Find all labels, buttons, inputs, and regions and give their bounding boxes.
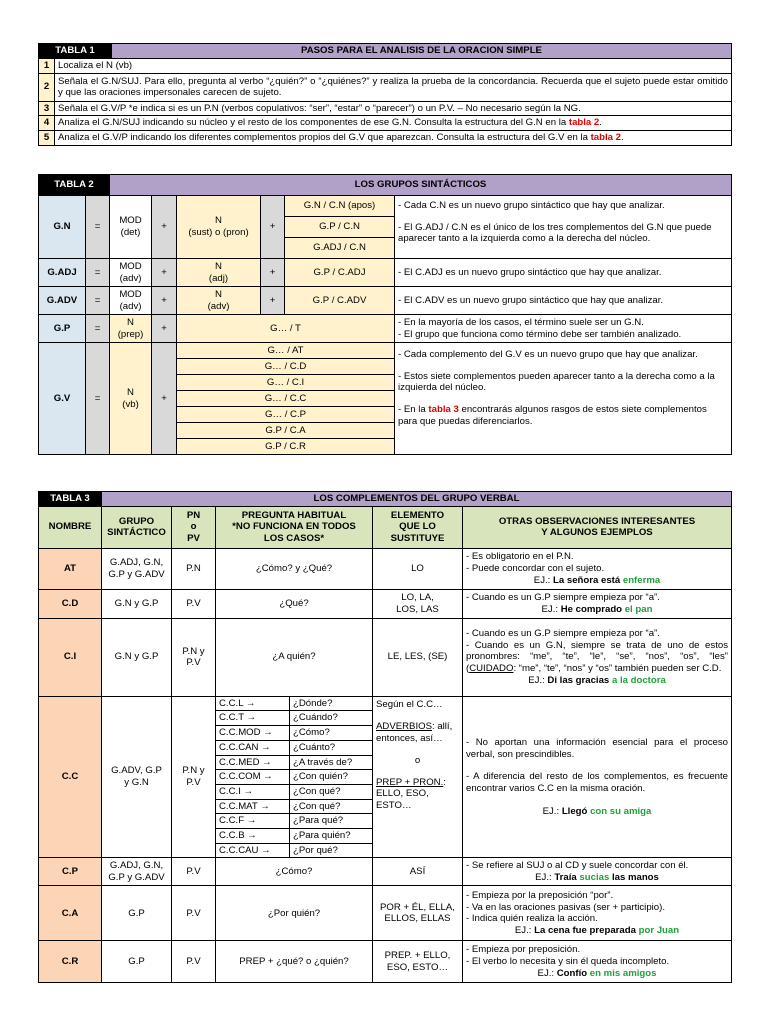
row-pn: P.N y P.V [172, 696, 216, 858]
obs-line: - Empieza por preposición. [466, 944, 581, 956]
cc-type: C.C.CAN → [216, 740, 290, 755]
tabla-1-steps [38, 58, 732, 146]
obs-warning: CUIDADO [469, 663, 514, 675]
header-grupo: GRUPO SINTÁCTICO [102, 506, 172, 548]
cc-question: ¿Dónde? [290, 696, 373, 711]
example [466, 675, 728, 687]
example-text: Traía [554, 871, 580, 883]
equals-sign: = [86, 315, 110, 343]
gn-comp: G.ADJ / C.N [285, 238, 395, 259]
row-pregunta: ¿Qué? [216, 589, 373, 618]
gv-note: - Estos siete complementos pueden aparecer tanto a la derecha como a la izquierda del núcleo. [398, 370, 715, 394]
row-name: C.A [39, 886, 102, 941]
plus-sign: + [152, 287, 177, 315]
tabla-1-title: PASOS PARA EL ANALISIS DE LA ORACION SIMPLE [112, 44, 732, 59]
row-pn: P.V [172, 886, 216, 941]
gadv-name: G.ADV [39, 287, 86, 315]
step-text-a: Analiza el G.N/SUJ indicando su núcleo y el resto de los componentes de ese G.N. Consulta la estructura del G.N en la [58, 117, 569, 129]
example-text: He comprado [560, 603, 625, 615]
table-row [39, 618, 732, 696]
row-pregunta: ¿Cómo? [216, 858, 373, 886]
gn-comp: G.N / C.N (apos) [285, 196, 395, 217]
row-pn: P.N y P.V [172, 618, 216, 696]
plus-sign: + [261, 287, 285, 315]
step-text-b: . [599, 117, 602, 129]
elem-text: : ELLO, ESO, ESTO… [376, 776, 446, 811]
gv-comp: G… / C.P [177, 407, 395, 423]
gv-note [398, 404, 728, 427]
plus-sign: + [152, 343, 177, 455]
table-row [39, 886, 732, 941]
cc-question: ¿Cuándo? [290, 711, 373, 726]
cc-type: C.C.T → [216, 711, 290, 726]
tabla-2 [38, 174, 732, 455]
obs-line: - Va en las oraciones pasivas (ser + participio). [466, 901, 665, 913]
cc-type: C.C.B → [216, 829, 290, 844]
cc-question: ¿Con qué? [290, 784, 373, 799]
plus-sign: + [152, 315, 177, 343]
row-name: AT [39, 548, 102, 589]
row-pregunta: PREP + ¿qué? o ¿quién? [216, 941, 373, 983]
row-obs [463, 886, 732, 941]
gp-note: - En la mayoría de los casos, el término suele ser un G.N. [398, 316, 644, 328]
gadv-comp: G.P / C.ADV [285, 287, 395, 315]
header-elemento: ELEMENTO QUE LO SUSTITUYE [373, 506, 463, 548]
elem-prep-pron: PREP + PRON. [376, 776, 444, 788]
example [466, 968, 728, 980]
cc-type: C.C.MAT → [216, 799, 290, 814]
obs-line: - Cuando es un G.P siempre empieza por “a”. [466, 627, 660, 639]
header-otras: OTRAS OBSERVACIONES INTERESANTES Y ALGUNOS EJEMPLOS [463, 506, 732, 548]
step-number: 4 [39, 116, 55, 131]
row-obs [463, 548, 732, 589]
row-elemento: PREP. + ELLO, ESO, ESTO… [373, 941, 463, 983]
table-row [39, 589, 732, 618]
table-row [39, 941, 732, 983]
obs-text: : “me”, “te”, “nos” y “os” también pueden ser C.D. [513, 663, 722, 675]
step-number: 3 [39, 101, 55, 116]
example-text: La señora está [553, 574, 623, 586]
table-row [39, 548, 732, 589]
row-elemento: LO, LA, LOS, LAS [373, 589, 463, 618]
row-obs [463, 941, 732, 983]
row-name: C.P [39, 858, 102, 886]
example-prefix: EJ.: [537, 967, 557, 979]
obs-line: - Cuando es un G.P siempre empieza por “a”. [466, 592, 660, 603]
step-number: 1 [39, 59, 55, 74]
header-pn-pv: PN o PV [172, 506, 216, 548]
example [466, 604, 728, 616]
step-number: 2 [39, 73, 55, 101]
tabla-1-label: TABLA 1 [39, 44, 112, 59]
gadv-nucleus: N (adv) [177, 287, 261, 315]
elem-line [376, 721, 459, 744]
cc-question: ¿Con qué? [290, 799, 373, 814]
cc-question: ¿Para quién? [290, 829, 373, 844]
step-number: 5 [39, 131, 55, 146]
row-name: C.C [39, 696, 102, 858]
example-highlight: con su amiga [590, 805, 652, 817]
example-prefix: EJ.: [528, 674, 548, 686]
tabla-3-label: TABLA 3 [39, 492, 102, 507]
gp-term: G… / T [177, 315, 395, 343]
plus-sign: + [152, 259, 177, 287]
cc-question: ¿Para qué? [290, 814, 373, 829]
gp-notes [395, 315, 732, 343]
row-name: C.D [39, 589, 102, 618]
example-text: Llegó [561, 805, 591, 817]
example-highlight: el pan [624, 603, 653, 615]
tabla-3-ref: tabla 3 [428, 404, 459, 416]
table-row [39, 696, 732, 711]
gadj-comp: G.P / C.ADJ [285, 259, 395, 287]
row-pregunta: ¿Cómo? y ¿Qué? [216, 548, 373, 589]
obs-line: - Se refiere al SUJ o al CD y suele concordar con él. [466, 860, 689, 872]
header-nombre: NOMBRE [39, 506, 102, 548]
gp-name: G.P [39, 315, 86, 343]
gn-note: - Cada C.N es un nuevo grupo sintáctico que hay que analizar. [398, 200, 665, 211]
cc-type: C.C.COM → [216, 770, 290, 785]
gn-mod: MOD (det) [110, 196, 152, 259]
row-pn: P.V [172, 941, 216, 983]
row-grupo: G.N y G.P [102, 589, 172, 618]
plus-sign: + [261, 196, 285, 259]
gadj-nucleus: N (adj) [177, 259, 261, 287]
row-obs [463, 618, 732, 696]
step-text-b: . [620, 132, 624, 144]
cc-type: C.C.I → [216, 784, 290, 799]
row-name: C.R [39, 941, 102, 983]
obs-text: - Cuando es un G.N, siempre se trata de uno de estos pronombres: “me”, “te”, “le”, “se”, “nos”, “os”, “les” ( [466, 639, 728, 675]
obs-line: - Empieza por la preposición “por”. [466, 890, 614, 902]
gn-notes [395, 196, 732, 259]
row-pn: P.N [172, 548, 216, 589]
example-prefix: EJ.: [514, 925, 535, 937]
cc-type: C.C.F → [216, 814, 290, 829]
example-prefix: EJ.: [533, 574, 553, 586]
tabla-2-ref: tabla 2 [568, 117, 600, 129]
cc-question: ¿Por qué? [290, 843, 373, 858]
step-text: Localiza el N (vb) [55, 59, 732, 74]
example-text: Di las gracias [547, 674, 612, 686]
gadj-note: - El C.ADJ es un nuevo grupo sintáctico que hay que analizar. [395, 259, 732, 287]
row-obs [463, 696, 732, 858]
gn-comp: G.P / C.N [285, 217, 395, 238]
row-grupo: G.P [102, 941, 172, 983]
cc-type: C.C.CAU → [216, 843, 290, 858]
equals-sign: = [86, 343, 110, 455]
row-grupo: G.P [102, 886, 172, 941]
elem-line [376, 777, 459, 812]
example-highlight: a la doctora [611, 674, 666, 686]
obs-line: - Es obligatorio en el P.N. [466, 551, 574, 563]
row-pregunta: ¿Por quién? [216, 886, 373, 941]
example-highlight: por Juan [638, 925, 680, 937]
example-prefix: EJ.: [541, 603, 561, 615]
cc-type: C.C.MED → [216, 755, 290, 770]
row-name: C.I [39, 618, 102, 696]
tabla-1 [38, 43, 732, 59]
gp-note: - El grupo que funciona como término debe ser también analizado. [398, 328, 682, 340]
row-pn: P.V [172, 858, 216, 886]
gv-note3-a: - En la [398, 404, 429, 416]
step-text-a: Analiza el G.V/P indicando los diferentes complementos propios del G.V que aparezcan. Consulta la estructura del G.V en la [58, 132, 591, 144]
row-grupo: G.ADV, G.P y G.N [102, 696, 172, 858]
row-grupo: G.ADJ, G.N, G.P y G.ADV [102, 548, 172, 589]
elem-line: Según el C.C… [376, 698, 443, 710]
obs-line: - El verbo lo necesita y sin él queda incompleto. [466, 956, 670, 968]
example [466, 806, 728, 818]
gv-comp: G… / C.I [177, 375, 395, 391]
cc-type: C.C.MOD → [216, 726, 290, 741]
example [466, 575, 728, 587]
gv-comp: G… / AT [177, 343, 395, 359]
row-obs [463, 589, 732, 618]
row-elemento [373, 696, 463, 858]
gadj-mod: MOD (adv) [110, 259, 152, 287]
step-text [55, 116, 732, 131]
obs-line: - Puede concordar con el sujeto. [466, 562, 605, 574]
gv-comp: G.P / C.A [177, 423, 395, 439]
gv-comp: G… / C.D [177, 359, 395, 375]
tabla-2-title: LOS GRUPOS SINTÁCTICOS [110, 175, 732, 196]
example [466, 925, 728, 937]
row-elemento: POR + ÉL, ELLA, ELLOS, ELLAS [373, 886, 463, 941]
obs-line: - A diferencia del resto de los complementos, es frecuente encontrar varios C.C en la misma oración. [466, 771, 728, 794]
gn-nucleus: N (sust) o (pron) [177, 196, 261, 259]
example-text: La cena fue preparada [534, 925, 639, 937]
row-obs [463, 858, 732, 886]
row-elemento: LO [373, 548, 463, 589]
example-prefix: EJ.: [535, 871, 555, 883]
tabla-3 [38, 491, 732, 983]
gv-comp: G.P / C.R [177, 439, 395, 455]
obs-line: - No aportan una información esencial para el proceso verbal, son prescindibles. [466, 736, 728, 760]
row-elemento: LE, LES, (SE) [373, 618, 463, 696]
gadv-mod: MOD (adv) [110, 287, 152, 315]
row-elemento: ASÍ [373, 858, 463, 886]
tabla-2-label: TABLA 2 [39, 175, 110, 196]
gv-notes [395, 343, 732, 455]
table-row [39, 858, 732, 886]
example-text: las manos [609, 871, 659, 883]
obs-line: - Indica quién realiza la acción. [466, 913, 598, 925]
row-pn: P.V [172, 589, 216, 618]
tabla-3-title: LOS COMPLEMENTOS DEL GRUPO VERBAL [102, 492, 732, 507]
cc-type: C.C.L → [216, 696, 290, 711]
gv-note: - Cada complemento del G.V es un nuevo grupo que hay que analizar. [398, 349, 698, 360]
row-pregunta: ¿A quién? [216, 618, 373, 696]
step-text [55, 131, 732, 146]
example [466, 872, 728, 884]
gp-nucleus: N (prep) [110, 315, 152, 343]
gn-note: - El G.ADJ / C.N es el único de los tres complementos del G.N que puede aparecer tanto a la izquierda como a la derecha del núcleo. [398, 221, 712, 245]
gv-note3-b: encontrarás algunos rasgos de estos siete complementos para que puedas diferenciarlos. [398, 404, 707, 427]
obs-line [466, 640, 728, 675]
row-grupo: G.ADJ, G.N, G.P y G.ADV [102, 858, 172, 886]
equals-sign: = [86, 196, 110, 259]
elem-adverbios: ADVERBIOS [376, 721, 432, 733]
example-prefix: EJ.: [542, 805, 562, 817]
elem-line: o [414, 754, 421, 766]
gv-name: G.V [39, 343, 86, 455]
tabla-2-ref: tabla 2 [590, 132, 621, 144]
gn-name: G.N [39, 196, 86, 259]
gv-nucleus: N (vb) [110, 343, 152, 455]
example-highlight: sucias [579, 871, 610, 883]
example-highlight: enferma [622, 574, 661, 586]
equals-sign: = [86, 287, 110, 315]
header-pregunta: PREGUNTA HABITUAL *NO FUNCIONA EN TODOS LOS CASOS* [216, 506, 373, 548]
step-text: Señala el G.V/P *e indica si es un P.N (verbos copulativos: “ser”, “estar” o “parecer”) o un P.V. – No necesario según la NG. [55, 101, 732, 116]
cc-question: ¿Con quién? [290, 770, 373, 785]
equals-sign: = [86, 259, 110, 287]
gv-comp: G… / C.C [177, 391, 395, 407]
gadv-note: - El C.ADV es un nuevo grupo sintáctico que hay que analizar. [395, 287, 732, 315]
example-text: Confío [556, 967, 590, 979]
plus-sign: + [152, 196, 177, 259]
row-grupo: G.N y G.P [102, 618, 172, 696]
plus-sign: + [261, 259, 285, 287]
example-highlight: en mis amigos [589, 967, 657, 979]
cc-question: ¿Cómo? [290, 726, 373, 741]
cc-question: ¿A través de? [290, 755, 373, 770]
cc-question: ¿Cuánto? [290, 740, 373, 755]
step-text: Señala el G.N/SUJ. Para ello, pregunta al verbo “¿quién?” o “¿quiénes?” y realiza la prueba de la concordancia. Recuerda que el sujeto puede estar omitido y que las oraciones impersonales carecen de sujeto. [55, 73, 732, 101]
elem-text: : allí, entonces, así… [376, 721, 453, 745]
gadj-name: G.ADJ [39, 259, 86, 287]
